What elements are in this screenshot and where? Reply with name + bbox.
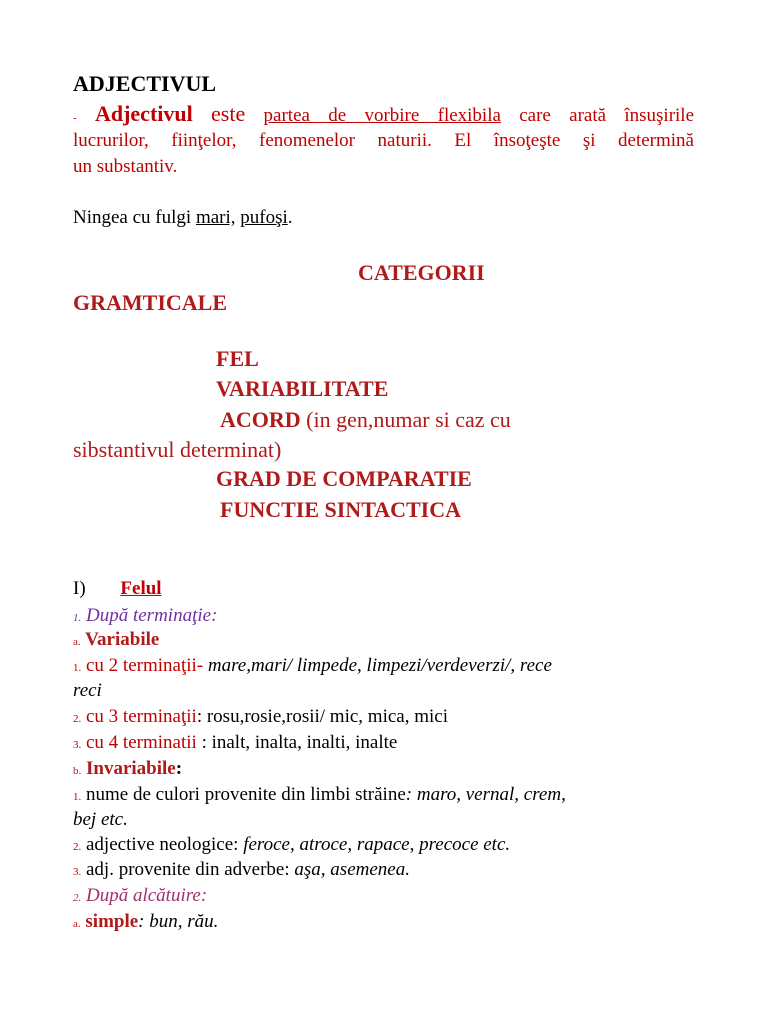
- simple-label: simple: [85, 911, 139, 932]
- intro-term: Adjectivul: [94, 101, 193, 126]
- simple-letter: a.: [73, 918, 81, 930]
- item-text: adjective neologice:: [86, 834, 244, 855]
- variabile-item-3: [73, 732, 397, 754]
- section-roman: I): [73, 578, 86, 599]
- item-examples: mare,mari/ limpede, limpezi/verdeverzi/, rece: [203, 655, 552, 676]
- category-acord-label: ACORD: [220, 407, 301, 432]
- variabile-heading: [73, 629, 159, 651]
- category-acord: [220, 407, 511, 433]
- variabile-item-1: [73, 655, 552, 677]
- intro-este: este: [211, 101, 246, 126]
- item-examples: aşa, asemenea.: [294, 859, 410, 880]
- dupa-terminatie-label: După terminaţie:: [86, 605, 218, 626]
- item-num: 3.: [73, 739, 82, 751]
- invariabile-letter: b.: [73, 765, 82, 777]
- example-prefix: Ningea cu fulgi: [73, 207, 192, 228]
- item-label: cu 2 terminaţii-: [86, 655, 204, 676]
- dupa-alcatuire: [73, 885, 207, 907]
- example-sentence: [73, 207, 293, 229]
- item-num: 1.: [73, 662, 82, 674]
- item-examples: : inalt, inalta, inalti, inalte: [196, 732, 398, 753]
- dupa-alcatuire-num: 2.: [73, 892, 82, 904]
- categories-heading-1: CATEGORII: [358, 260, 485, 285]
- dupa-terminatie: [73, 605, 217, 627]
- category-functie: FUNCTIE SINTACTICA: [220, 497, 462, 522]
- item-num: 3.: [73, 866, 82, 878]
- section-title-felul: Felul: [120, 578, 162, 599]
- intro-line-1: [73, 101, 694, 127]
- item-examples: feroce, atroce, rapace, precoce etc.: [243, 834, 511, 855]
- item-label: cu 4 terminatii: [86, 732, 197, 753]
- dupa-terminatie-num: 1.: [73, 612, 82, 624]
- category-acord-note-cont: sibstantivul determinat): [73, 437, 282, 462]
- category-grad: GRAD DE COMPARATIE: [216, 466, 472, 491]
- dupa-alcatuire-label: După alcătuire:: [86, 885, 208, 906]
- invariabile-label: Invariabile: [86, 758, 176, 779]
- variabile-label: Variabile: [85, 629, 160, 650]
- example-word-pufosi: pufoşi: [240, 207, 288, 228]
- invariabile-colon: :: [175, 758, 183, 779]
- example-suffix: .: [287, 207, 293, 228]
- category-fel: FEL: [216, 346, 259, 371]
- item-text: adj. provenite din adverbe:: [86, 859, 295, 880]
- simple-item: [73, 911, 218, 933]
- categories-heading-2: GRAMTICALE: [73, 290, 228, 315]
- invariabile-item-1-cont: bej etc.: [73, 809, 128, 830]
- variabile-item-1-cont: reci: [73, 680, 102, 701]
- intro-line-2: lucrurilor, fiinţelor, fenomenelor naturii. El însoţeşte şi determină: [73, 130, 694, 151]
- intro-line-3: un substantiv.: [73, 156, 178, 177]
- invariabile-item-1: [73, 784, 566, 806]
- item-num: 2.: [73, 713, 82, 725]
- item-num: 1.: [73, 791, 82, 803]
- variabile-letter: a.: [73, 636, 81, 648]
- variabile-item-2: [73, 706, 448, 728]
- item-label: cu 3 terminaţii: [86, 706, 197, 727]
- invariabile-item-2: [73, 834, 510, 856]
- category-variabilitate: VARIABILITATE: [216, 376, 389, 401]
- item-examples: : maro, vernal, crem,: [405, 784, 566, 805]
- item-examples: : rosu,rosie,rosii/ mic, mica, mici: [196, 706, 448, 727]
- item-text: nume de culori provenite din limbi străine: [86, 784, 406, 805]
- category-acord-note: (in gen,numar si caz cu: [306, 407, 511, 432]
- page-title: ADJECTIVUL: [73, 71, 217, 96]
- intro-dash: -: [73, 112, 77, 124]
- intro-line1-rest: care arată însuşirile: [519, 105, 695, 126]
- simple-examples: : bun, rău.: [138, 911, 219, 932]
- item-num: 2.: [73, 841, 82, 853]
- intro-underlined-definition: partea de vorbire flexibila: [263, 105, 501, 126]
- invariabile-heading: [73, 758, 182, 780]
- section-heading: [73, 578, 162, 600]
- example-word-mari: mari,: [195, 207, 236, 228]
- invariabile-item-3: [73, 859, 410, 881]
